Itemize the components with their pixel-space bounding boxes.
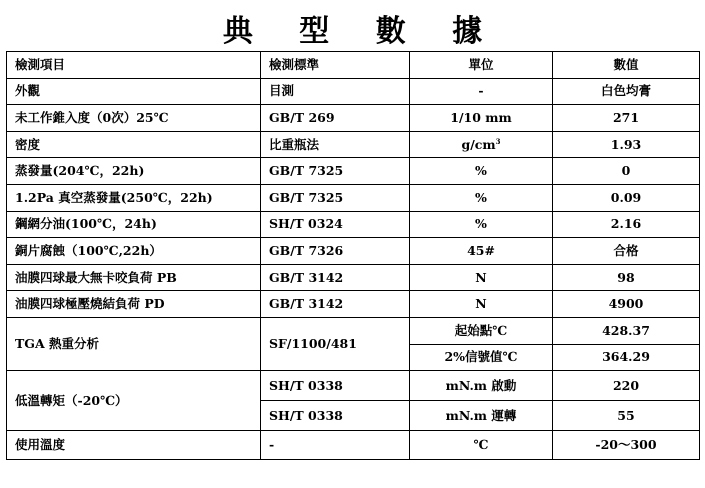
standard-cell: 比重瓶法 (261, 131, 410, 158)
item-cell: 1.2Pa 真空蒸發量(250℃，22h) (7, 184, 261, 211)
header-item: 檢測項目 (7, 52, 261, 79)
value-cell: 428.37 (553, 317, 700, 344)
value-cell: -20～300 (553, 431, 700, 460)
table-row (7, 291, 700, 318)
table-row (7, 105, 700, 132)
table-row (7, 78, 700, 105)
item-cell: 銅片腐蝕（100℃,22h） (7, 238, 261, 265)
value-cell: 0 (553, 158, 700, 185)
data-table (6, 51, 700, 460)
item-cell: 油膜四球極壓燒結負荷 PD (7, 291, 261, 318)
standard-cell: SH/T 0338 (261, 401, 410, 431)
unit-cell: % (410, 211, 553, 238)
table-header-row (7, 52, 700, 79)
item-cell: TGA 熱重分析 (7, 317, 261, 370)
page-title: 典 型 數 據 (222, 14, 501, 49)
value-cell: 0.09 (553, 184, 700, 211)
item-cell: 低溫轉矩（-20℃） (7, 371, 261, 431)
value-cell: 2.16 (553, 211, 700, 238)
unit-cell: - (410, 78, 553, 105)
standard-cell: SH/T 0324 (261, 211, 410, 238)
standard-cell: SH/T 0338 (261, 371, 410, 401)
unit-cell: 起始點℃ (410, 317, 553, 344)
standard-cell: - (261, 431, 410, 460)
unit-cell: N (410, 291, 553, 318)
header-unit: 單位 (410, 52, 553, 79)
item-cell: 鋼網分油(100℃，24h) (7, 211, 261, 238)
item-cell: 密度 (7, 131, 261, 158)
unit-cell (410, 131, 553, 158)
unit-cell: mN.m 啟動 (410, 371, 553, 401)
header-standard: 檢測標準 (261, 52, 410, 79)
table-row (7, 184, 700, 211)
table-row (7, 238, 700, 265)
table-row (7, 371, 700, 401)
unit-cell: % (410, 158, 553, 185)
unit-cell: N (410, 264, 553, 291)
value-cell: 白色均膏 (553, 78, 700, 105)
item-cell: 使用溫度 (7, 431, 261, 460)
value-cell: 98 (553, 264, 700, 291)
unit-cell: mN.m 運轉 (410, 401, 553, 431)
item-cell: 未工作錐入度（0次）25℃ (7, 105, 261, 132)
table-row (7, 211, 700, 238)
table-row (7, 431, 700, 460)
unit-cell: 45# (410, 238, 553, 265)
table-row (7, 264, 700, 291)
unit-cell: % (410, 184, 553, 211)
unit-cell: 1/10 mm (410, 105, 553, 132)
unit-superscript: 3 (495, 136, 501, 146)
item-cell: 蒸發量(204℃，22h) (7, 158, 261, 185)
table-row (7, 158, 700, 185)
value-cell: 220 (553, 371, 700, 401)
unit-cell: 2%信號值℃ (410, 344, 553, 371)
standard-cell: GB/T 7325 (261, 158, 410, 185)
value-cell: 4900 (553, 291, 700, 318)
standard-cell: SF/1100/481 (261, 317, 410, 370)
value-cell: 55 (553, 401, 700, 431)
standard-cell: GB/T 7325 (261, 184, 410, 211)
value-cell: 合格 (553, 238, 700, 265)
item-cell: 外觀 (7, 78, 261, 105)
value-cell: 1.93 (553, 131, 700, 158)
item-cell: 油膜四球最大無卡咬負荷 PB (7, 264, 261, 291)
standard-cell: GB/T 7326 (261, 238, 410, 265)
table-row (7, 317, 700, 344)
standard-cell: GB/T 269 (261, 105, 410, 132)
value-cell: 271 (553, 105, 700, 132)
value-cell: 364.29 (553, 344, 700, 371)
standard-cell: GB/T 3142 (261, 291, 410, 318)
unit-text: g/cm (461, 136, 496, 152)
table-row (7, 131, 700, 158)
header-value: 數值 (553, 52, 700, 79)
standard-cell: GB/T 3142 (261, 264, 410, 291)
standard-cell: 目測 (261, 78, 410, 105)
unit-cell: ℃ (410, 431, 553, 460)
